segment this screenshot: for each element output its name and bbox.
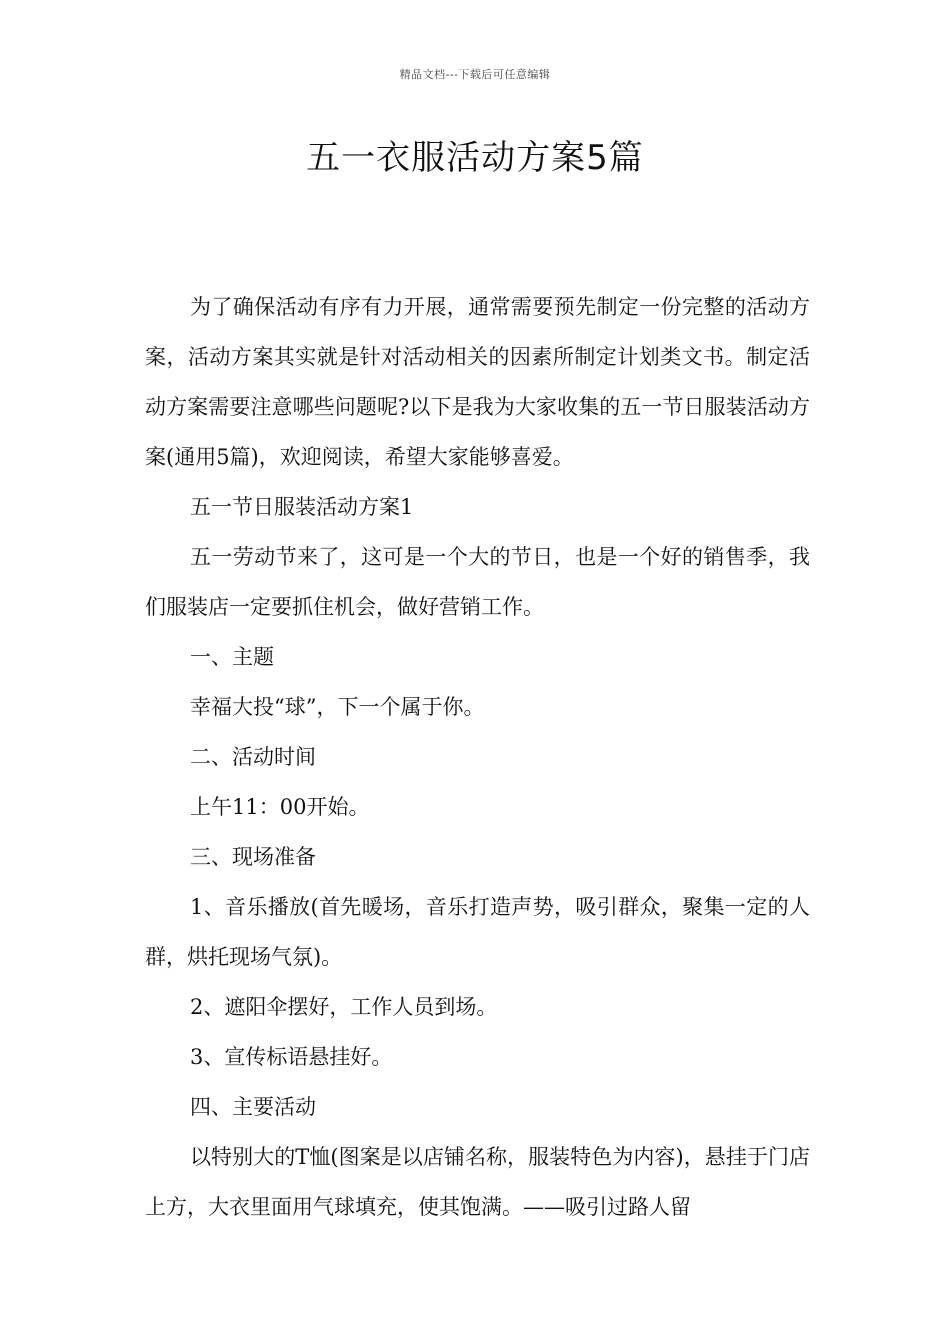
list-item: 3、宣传标语悬挂好。 — [190, 1045, 393, 1069]
list-item: 2、遮阳伞摆好，工作人员到场。 — [190, 995, 498, 1019]
section-heading-time: 二、活动时间 — [190, 745, 316, 769]
page-title: 五一衣服活动方案5篇 — [306, 138, 644, 178]
paragraph: 幸福大投“球”，下一个属于你。 — [190, 695, 485, 719]
header-note: 精品文档---下载后可任意编辑 — [399, 68, 551, 81]
section-heading-preparation: 三、现场准备 — [190, 845, 316, 869]
paragraph: 五一劳动节来了，这可是一个大的节日，也是一个好的销售季，我们服装店一定要抓住机会，做好营销工作。 — [145, 545, 810, 619]
section-heading-activities: 四、主要活动 — [190, 1095, 316, 1119]
intro-paragraph: 为了确保活动有序有力开展，通常需要预先制定一份完整的活动方案，活动方案其实就是针对活动相关的因素所制定计划类文书。制定活动方案需要注意哪些问题呢?以下是我为大家收集的五一节日服装活动方案(通用5篇)，欢迎阅读，希望大家能够喜爱。 — [145, 295, 810, 469]
section-heading-plan-1: 五一节日服装活动方案1 — [190, 495, 414, 519]
list-item: 1、音乐播放(首先暖场，音乐打造声势，吸引群众，聚集一定的人群，烘托现场气氛)。 — [145, 895, 810, 969]
section-heading-theme: 一、主题 — [190, 645, 274, 669]
document-body — [145, 282, 810, 1232]
paragraph: 以特别大的T恤(图案是以店铺名称，服装特色为内容)，悬挂于门店上方，大衣里面用气球填充，使其饱满。——吸引过路人留 — [145, 1145, 810, 1219]
paragraph: 上午11：00开始。 — [190, 795, 370, 819]
